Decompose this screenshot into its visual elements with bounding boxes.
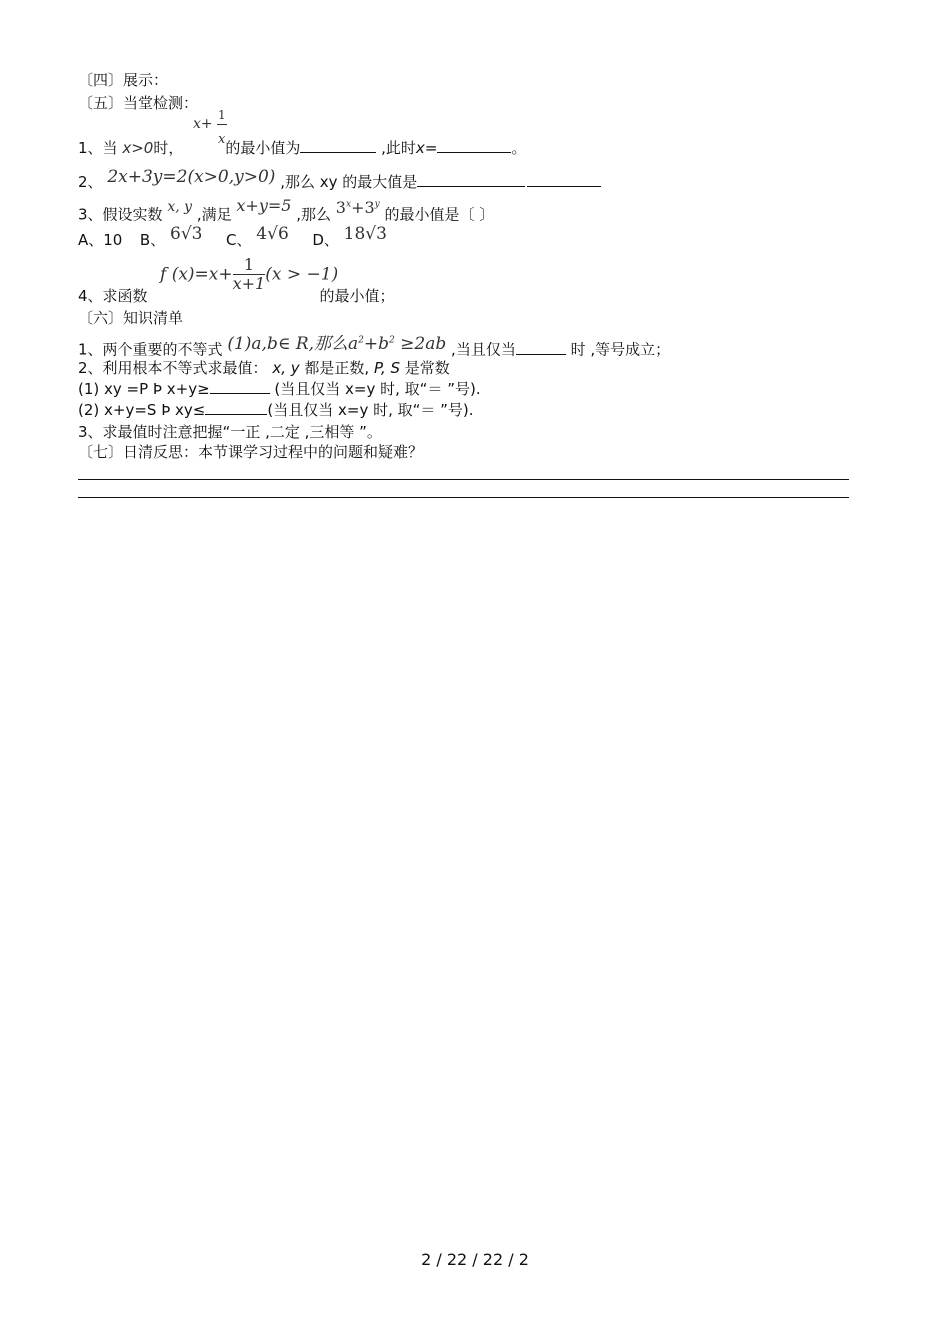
q4-fx: f (x)=x+ xyxy=(160,264,233,285)
k2-text-c: 是常数 xyxy=(404,359,450,377)
q1-cond: x>0 xyxy=(122,139,154,157)
k2-2-answer-blank[interactable] xyxy=(205,400,267,415)
reflection-answer-line-2[interactable] xyxy=(78,497,849,498)
k2-consts: P, S xyxy=(373,359,401,377)
question-4 xyxy=(78,286,395,306)
k1-num: 1、两个重要的不等式 xyxy=(78,340,223,359)
q2-num: 2、 xyxy=(78,173,103,191)
knowledge-3: 3、求最值时注意把握“一正 ,二定 ,三相等 ”。 xyxy=(78,423,382,441)
knowledge-2-1 xyxy=(78,379,481,399)
section-4-title: 〔四〕展示： xyxy=(78,71,169,89)
option-c-value: 4√6 xyxy=(256,224,289,244)
q1-var: x xyxy=(415,139,425,157)
k1-formula-c: ≥2ab xyxy=(394,333,447,354)
q2-cond: 2x+3y=2(x>0,y>0) xyxy=(107,167,276,187)
question-3-options xyxy=(78,224,387,250)
section-5-title: 〔五〕当堂检测： xyxy=(78,94,199,112)
option-b-label[interactable]: B、 xyxy=(139,231,166,249)
k2-1-text-b: (当且仅当 x=y 时, 取“＝ ”号). xyxy=(269,380,481,398)
q1-text-b: ,此时 xyxy=(381,139,416,157)
k2-1-answer-blank[interactable] xyxy=(210,379,270,394)
section-7-title: 〔七〕日清反思：本节课学习过程中的问题和疑难？ xyxy=(78,443,424,461)
q3-text-b: ,那么 xyxy=(296,205,332,224)
q4-num: 4、求函数 xyxy=(78,287,148,305)
q3-expr-exp1: x xyxy=(345,200,352,210)
q4-cond: (x > −1) xyxy=(265,264,339,285)
reflection-answer-line-1[interactable] xyxy=(78,479,849,480)
q1-text-a: 的最小值为 xyxy=(225,139,301,157)
q3-num: 3、假设实数 xyxy=(78,205,163,224)
k1-answer-blank[interactable] xyxy=(516,340,566,355)
q2-answer-blank-2[interactable] xyxy=(527,172,601,187)
k2-text-b: 都是正数, xyxy=(304,359,370,377)
option-d-value: 18√3 xyxy=(343,224,387,244)
k1-text-b: 时 ,等号成立； xyxy=(570,340,671,359)
q1-frac-bar xyxy=(217,124,227,125)
option-c-label[interactable]: C、 xyxy=(226,231,252,249)
k1-sup1: 2 xyxy=(358,335,364,345)
question-1 xyxy=(78,138,526,158)
q1-when: 时， xyxy=(153,139,184,157)
k1-formula-b: +b xyxy=(363,333,390,354)
q1-num: 1、当 xyxy=(78,139,118,157)
k2-1-text-a: (1) xy =P Þ x+y≥ xyxy=(78,380,210,398)
option-b-value: 6√3 xyxy=(170,224,203,244)
q3-text-a: ,满足 xyxy=(196,205,232,224)
k1-formula-a: (1)a,b∈ R,那么a xyxy=(227,333,359,354)
q1-expr-frac-den: x xyxy=(218,132,226,147)
q1-answer-blank-1[interactable] xyxy=(300,138,376,153)
q3-expr xyxy=(336,198,380,217)
q1-eq: = xyxy=(424,139,438,157)
page-footer: 2 / 22 / 22 / 2 xyxy=(421,1250,529,1269)
q3-vars: x, y xyxy=(167,199,193,216)
q1-answer-blank-2[interactable] xyxy=(437,138,511,153)
q3-text-c: 的最小值是〔 〕 xyxy=(384,205,495,224)
k2-text: 2、利用根本不等式求最值： xyxy=(78,359,268,377)
q1-expr-frac-num: 1 xyxy=(218,108,226,122)
knowledge-2 xyxy=(78,358,450,378)
q3-expr-base1: 3 xyxy=(335,198,346,218)
q4-frac-den: x+1 xyxy=(232,274,266,293)
section-6-title: 〔六〕知识清单 xyxy=(78,309,184,327)
k2-2-text-a: (2) x+y=S Þ xy≤ xyxy=(78,401,206,419)
q3-expr-plus: +3 xyxy=(351,198,375,218)
option-a[interactable]: A、10 xyxy=(78,231,123,249)
k1-sup2: 2 xyxy=(389,335,395,345)
q1-expr-top: x+ xyxy=(193,116,213,132)
q2-text: ,那么 xy 的最大值是 xyxy=(280,173,418,191)
question-3 xyxy=(78,196,495,225)
question-2 xyxy=(78,167,601,192)
knowledge-2-2 xyxy=(78,400,474,420)
option-d-label[interactable]: D、 xyxy=(312,231,339,249)
q4-text: 的最小值； xyxy=(319,287,395,305)
q2-answer-blank-1[interactable] xyxy=(417,172,525,187)
k2-2-text-b: (当且仅当 x=y 时, 取“＝ ”号). xyxy=(267,401,474,419)
k1-formula xyxy=(227,334,446,354)
k2-vars: x, y xyxy=(272,359,300,377)
k1-text-a: ,当且仅当 xyxy=(451,340,516,359)
q4-frac-num: 1 xyxy=(233,256,266,275)
knowledge-1 xyxy=(78,333,671,360)
q1-end: 。 xyxy=(511,139,527,157)
q3-expr-exp2: y xyxy=(374,200,380,210)
q3-cond: x+y=5 xyxy=(236,196,292,216)
